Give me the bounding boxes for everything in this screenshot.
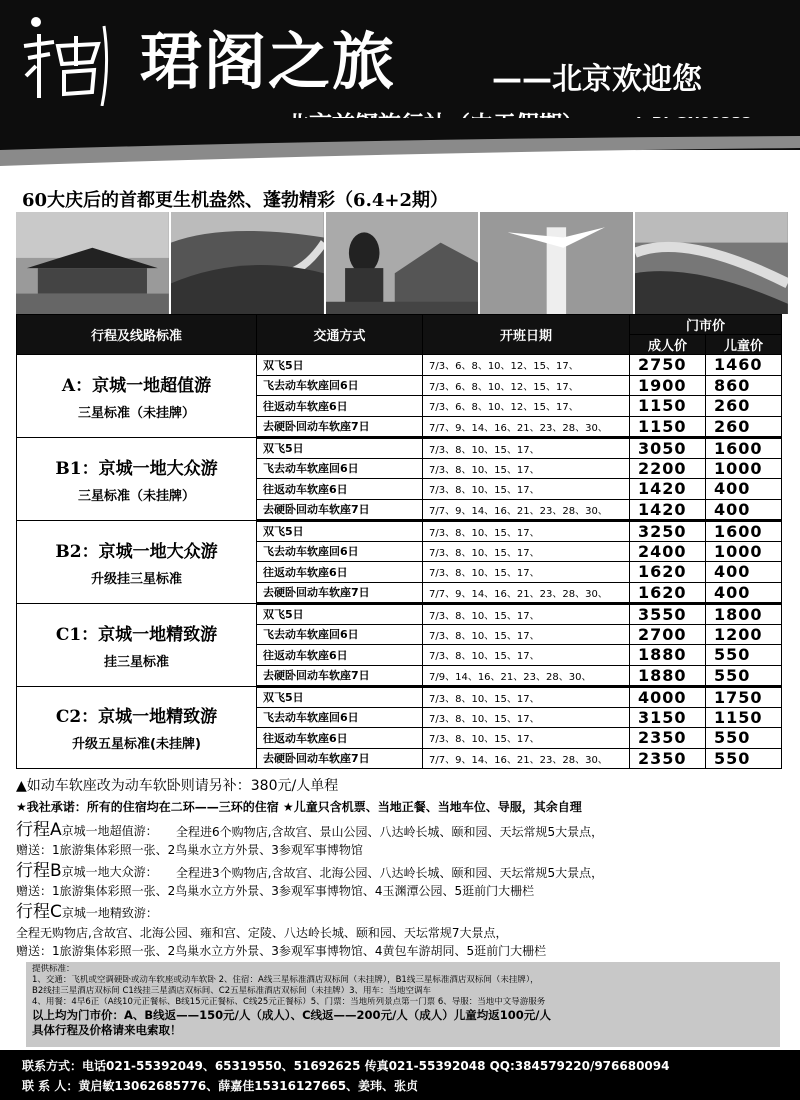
dates-cell: 7/3、8、10、15、17、 [423,520,630,541]
route-cell [17,437,257,520]
route-cell [17,355,257,438]
table-row [17,603,782,624]
transport-cell: 飞去动车软座回6日 [257,458,423,479]
footer [0,1050,800,1100]
standards-line-1: 1、交通：飞机或空调硬卧或动车软座或动车软卧 2、住宿：A线三星标准酒店双标间（未挂牌），B1线三星标准酒店双标间（未挂牌）， [32,975,539,985]
adult-price: 1150 [630,416,706,437]
adult-price: 1420 [630,479,706,500]
table-row [17,437,782,458]
adult-price: 1150 [630,396,706,417]
route-standard: 升级五星标准(未挂牌) [72,737,201,753]
child-price: 400 [706,562,782,583]
dates-cell: 7/9、14、16、21、23、28、30、 [423,665,630,686]
promo-banner: 60大庆后的首都更生机盎然、蓬勃精彩（6.4+2期） [22,190,448,211]
transport-cell: 双飞5日 [257,686,423,707]
transport-cell: 往返动车软座6日 [257,728,423,749]
route-standard: 挂三星标准 [103,654,169,670]
header-wave [0,118,800,180]
table-row [17,686,782,707]
transport-cell: 去硬卧回动车软座7日 [257,665,423,686]
itinerary-c-line-2: 赠送：1旅游集体彩照一张、2鸟巢水立方外景、3参观军事博物馆、4黄包车游胡同、5逛前门大栅栏 [16,944,547,958]
route-name: C1：京城一地精致游 [55,624,218,645]
dates-cell: 7/3、8、10、15、17、 [423,645,630,666]
adult-price: 2400 [630,541,706,562]
adult-price: 1420 [630,499,706,520]
adult-price: 1620 [630,562,706,583]
child-price: 1460 [706,355,782,376]
adult-price: 2750 [630,355,706,376]
adult-price: 3550 [630,603,706,624]
standards-title: 提供标准： [32,964,75,974]
transport-cell: 飞去动车软座回6日 [257,541,423,562]
transport-cell: 双飞5日 [257,520,423,541]
adult-price: 3150 [630,707,706,728]
sleeper-note: ▲如动车软座改为动车软卧则请另补：380元/人单程 [16,778,339,794]
adult-price: 2200 [630,458,706,479]
great-wall-photo-1 [171,212,324,314]
dates-cell: 7/7、9、14、16、21、23、28、30、 [423,499,630,520]
child-price: 1200 [706,624,782,645]
dates-cell: 7/3、8、10、15、17、 [423,541,630,562]
dates-cell: 7/3、8、10、15、17、 [423,603,630,624]
dates-cell: 7/7、9、14、16、21、23、28、30、 [423,416,630,437]
itinerary-a-line-1: 全程进6个购物店,含故宫、景山公园、八达岭长城、颐和园、天坛常规5大景点， [176,825,604,839]
contact-person: 联 系 人：黄启敏13062685776、薛嘉佳15316127665、姜玮、张贞 [22,1079,419,1093]
header-transport: 交通方式 [257,315,423,355]
dates-cell: 7/7、9、14、16、21、23、28、30、 [423,748,630,769]
dates-cell: 7/3、8、10、15、17、 [423,624,630,645]
child-price: 1600 [706,520,782,541]
route-name: C2：京城一地精致游 [55,707,218,728]
dates-cell: 7/3、8、10、15、17、 [423,728,630,749]
transport-cell: 往返动车软座6日 [257,479,423,500]
adult-price: 2350 [630,748,706,769]
dates-cell: 7/3、8、10、15、17、 [423,562,630,583]
dates-cell: 7/3、8、10、15、17、 [423,437,630,458]
transport-cell: 往返动车软座6日 [257,562,423,583]
route-cell [17,603,257,686]
transport-cell: 往返动车软座6日 [257,645,423,666]
route-standard: 三星标准（未挂牌） [77,405,195,421]
table-row [17,355,782,376]
stone-lion-photo [326,212,479,314]
dates-cell: 7/3、8、10、15、17、 [423,479,630,500]
dates-cell: 7/7、9、14、16、21、23、28、30、 [423,582,630,603]
brand-subtitle: ——北京欢迎您 [492,62,702,97]
child-price: 400 [706,479,782,500]
route-name: A：京城一地超值游 [61,375,212,396]
adult-price: 3250 [630,520,706,541]
transport-cell: 双飞5日 [257,437,423,458]
dates-cell: 7/3、8、10、15、17、 [423,707,630,728]
adult-price: 3050 [630,437,706,458]
transport-cell: 飞去动车软座回6日 [257,707,423,728]
child-price: 860 [706,375,782,396]
child-price: 1600 [706,437,782,458]
contact-info: 联系方式：电话021-55392049、65319550、51692625 传真021-55392048 QQ:384579220/976680094 [22,1059,670,1073]
child-price: 400 [706,582,782,603]
adult-price: 1880 [630,645,706,666]
child-price: 1000 [706,541,782,562]
child-price: 260 [706,396,782,417]
itinerary-a-line-2: 赠送：1旅游集体彩照一张、2鸟巢水立方外景、3参观军事博物馆 [16,843,363,857]
standards-line-3: 4、用餐：4早6正（A线10元正餐标、B线15元正餐标、C线25元正餐标）5、门票：当地所列景点第一门票 6、导服：当地中文导游服务 [32,997,546,1007]
transport-cell: 双飞5日 [257,355,423,376]
dates-cell: 7/3、6、8、10、12、15、17、 [423,396,630,417]
table-row [17,520,782,541]
itinerary-b-line-1: 全程进3个购物店,含故宫、北海公园、八达岭长城、颐和园、天坛常规5大景点， [176,866,604,880]
price-table-body [17,355,782,769]
adult-price: 2350 [630,728,706,749]
transport-cell: 往返动车软座6日 [257,396,423,417]
transport-cell: 双飞5日 [257,603,423,624]
huabiao-photo [480,212,633,314]
child-price: 1150 [706,707,782,728]
itinerary-b-line-2: 赠送：1旅游集体彩照一张、2鸟巢水立方外景、3参观军事博物馆、4玉渊潭公园、5逛前门大栅栏 [16,884,535,898]
transport-cell: 去硬卧回动车软座7日 [257,499,423,520]
route-cell [17,686,257,769]
promise-note: ★我社承诺：所有的住宿均在二环——三环的住宿 ★儿童只含机票、当地正餐、当地车位、导服，其余自理 [16,800,582,814]
header-adult: 成人价 [630,335,706,355]
adult-price: 2700 [630,624,706,645]
adult-price: 1620 [630,582,706,603]
transport-cell: 飞去动车软座回6日 [257,375,423,396]
child-price: 1800 [706,603,782,624]
dates-cell: 7/3、8、10、15、17、 [423,458,630,479]
header-market-price: 门市价 [630,315,782,335]
service-standards-box [26,962,780,1047]
logo-icon [14,6,114,106]
header-route: 行程及线路标准 [17,315,257,355]
transport-cell: 去硬卧回动车软座7日 [257,582,423,603]
child-price: 260 [706,416,782,437]
notes-section [16,776,786,960]
child-price: 400 [706,499,782,520]
header-dates: 开班日期 [423,315,630,355]
itinerary-a-title: 行程A京城一地超值游： [16,820,158,840]
route-name: B1：京城一地大众游 [55,458,218,479]
dates-cell: 7/3、8、10、15、17、 [423,686,630,707]
child-price: 550 [706,728,782,749]
child-price: 1750 [706,686,782,707]
adult-price: 4000 [630,686,706,707]
child-price: 550 [706,645,782,666]
transport-cell: 去硬卧回动车软座7日 [257,416,423,437]
header-child: 儿童价 [706,335,782,355]
transport-cell: 去硬卧回动车软座7日 [257,748,423,769]
child-price: 1000 [706,458,782,479]
brand-title: 珺阁之旅 [140,25,397,98]
route-cell [17,520,257,603]
route-name: B2：京城一地大众游 [55,541,218,562]
standards-line-2: B2线挂三星酒店双标间 C1线挂三星酒店双标间、C2五星标准酒店双标间（未挂牌）3、用车：当地空调车 [32,986,432,996]
child-price: 550 [706,748,782,769]
itinerary-b-title: 行程B京城一地大众游： [16,861,158,881]
itinerary-c-title: 行程C京城一地精致游： [16,902,158,922]
great-wall-photo-2 [635,212,788,314]
commission-note: 以上均为门市价：A、B线返——150元/人（成人）、C线返——200元/人（成人）儿童均返100元/人 [32,1008,551,1022]
forbidden-city-photo [16,212,169,314]
route-standard: 三星标准（未挂牌） [77,488,195,504]
inquiry-note: 具体行程及价格请来电索取！ [32,1023,182,1037]
transport-cell: 飞去动车软座回6日 [257,624,423,645]
photo-strip [16,212,788,314]
itinerary-c-line-1: 全程无购物店,含故宫、北海公园、雍和宫、定陵、八达岭长城、颐和园、天坛常规7大景点， [16,926,508,940]
adult-price: 1900 [630,375,706,396]
adult-price: 1880 [630,665,706,686]
dates-cell: 7/3、6、8、10、12、15、17、 [423,355,630,376]
child-price: 550 [706,665,782,686]
price-table [16,314,782,769]
route-standard: 升级挂三星标准 [90,571,182,587]
dates-cell: 7/3、6、8、10、12、15、17、 [423,375,630,396]
